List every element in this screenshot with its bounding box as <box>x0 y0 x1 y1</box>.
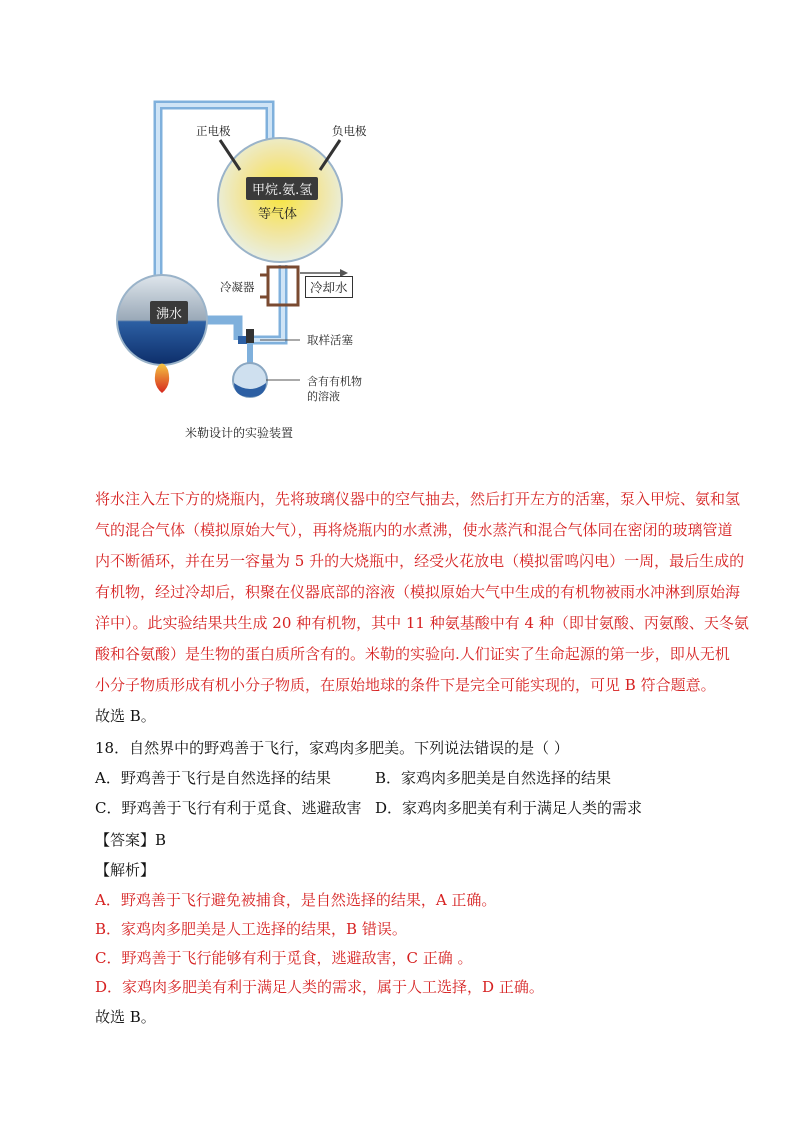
explanation-line: 有机物，经过冷却后，积聚在仪器底部的溶液（模拟原始大气中生成的有机物被雨水冲淋到原始海 <box>95 583 741 601</box>
option-b: B．家鸡肉多肥美是自然选择的结果 <box>375 769 612 787</box>
option-c: C．野鸡善于飞行有利于觅食、逃避敌害 <box>95 799 362 817</box>
explanation-line: 气的混合气体（模拟原始大气），再将烧瓶内的水煮沸，使水蒸汽和混合气体同在密闭的玻璃管道 <box>95 521 733 539</box>
large-flask <box>218 138 342 262</box>
positive-electrode-label: 正电极 <box>196 124 231 138</box>
option-a: A．野鸡善于飞行是自然选择的结果 <box>95 769 331 787</box>
explanation-line: 酸和谷氨酸）是生物的蛋白质所含有的。米勒的实验向.人们证实了生命起源的第一步，即从无机 <box>95 645 730 663</box>
explanation-line: 将水注入左下方的烧瓶内，先将玻璃仪器中的空气抽去，然后打开左方的活塞，泵入甲烷、氨和氢 <box>95 490 741 508</box>
option-d: D．家鸡肉多肥美有利于满足人类的需求 <box>375 799 643 817</box>
sampling-valve-label: 取样活塞 <box>307 333 353 347</box>
analysis-title: 【解析】 <box>95 861 156 879</box>
gases-label: 甲烷.氨.氢 <box>246 177 318 200</box>
gases-label-line2: 等气体 <box>258 207 298 222</box>
sampling-valve <box>246 329 254 343</box>
flame <box>155 364 169 394</box>
solution-label-line2: 的溶液 <box>307 390 340 403</box>
condenser-label: 冷凝器 <box>220 280 255 294</box>
explanation-line: 小分子物质形成有机小分子物质，在原始地球的条件下是完全可能实现的，可见 B 符合题意。 <box>95 676 716 694</box>
analysis-line-a: A．野鸡善于飞行避免被捕食，是自然选择的结果，A 正确。 <box>95 891 497 909</box>
miller-apparatus-figure <box>110 95 370 445</box>
analysis-line-d: D．家鸡肉多肥美有利于满足人类的需求，属于人工选择，D 正确。 <box>95 978 544 996</box>
explanation-line: 内不断循环，并在另一容量为 5 升的大烧瓶中，经受火花放电（模拟雷鸣闪电）一周，最后生成的 <box>95 552 745 570</box>
negative-electrode-label: 负电极 <box>332 124 367 138</box>
question-18-stem: 18．自然界中的野鸡善于飞行，家鸡肉多肥美。下列说法错误的是（ ） <box>95 739 569 757</box>
conclusion-17: 故选 B。 <box>95 707 156 725</box>
conclusion-18: 故选 B。 <box>95 1008 156 1026</box>
explanation-line: 洋中）。此实验结果共生成 20 种有机物，其中 11 种氨基酸中有 4 种（即甘氨酸、丙氨酸、天冬氨 <box>95 614 749 632</box>
figure-caption: 米勒设计的实验装置 <box>185 426 294 440</box>
analysis-line-c: C．野鸡善于飞行能够有利于觅食，逃避敌害，C 正确 。 <box>95 949 473 967</box>
solution-label-line1: 含有有机物 <box>307 375 362 388</box>
boiling-water-label: 沸水 <box>150 301 188 324</box>
analysis-line-b: B．家鸡肉多肥美是人工选择的结果，B 错误。 <box>95 920 407 938</box>
cooling-water-label: 冷却水 <box>305 276 353 298</box>
answer-label: 【答案】B <box>95 831 167 849</box>
